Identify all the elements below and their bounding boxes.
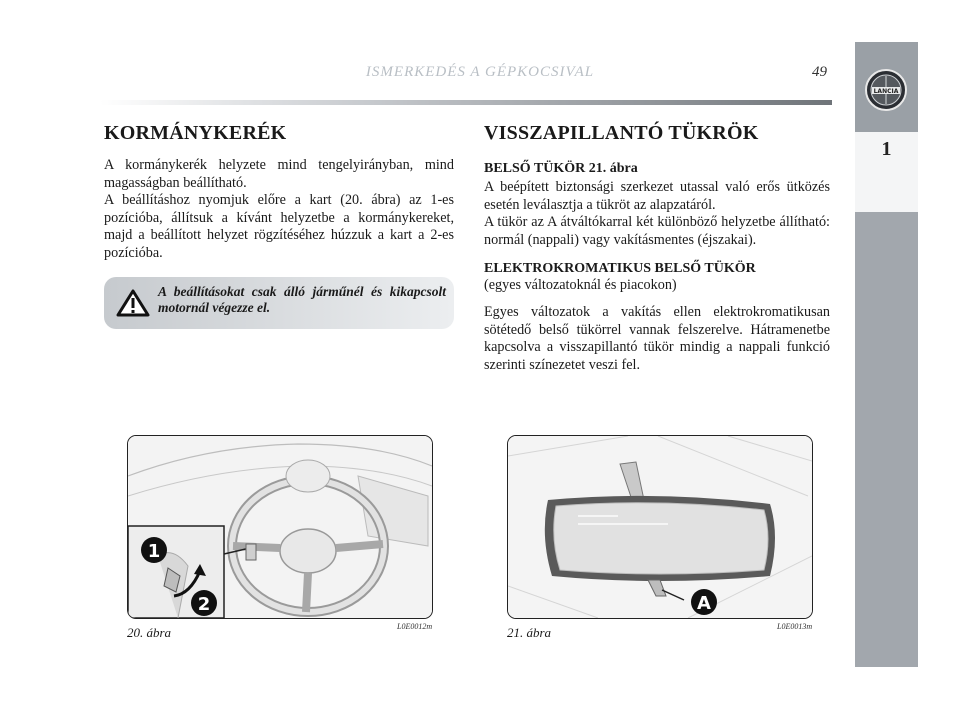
warning-box [104,277,454,329]
figure-20-code: L0E0012m [397,622,433,631]
chapter-sidebar [855,42,918,667]
lancia-logo-icon [864,66,908,114]
figure-interior-mirror [507,435,813,619]
section-title-mirrors: VISSZAPILLANTÓ TÜKRÖK [484,122,759,144]
callout-A-label: A [697,593,711,614]
callout-1-label: 1 [147,541,161,562]
electrochromic-subtitle: (egyes változatoknál és piacokon) [484,277,677,294]
figure-steering-wheel [127,435,433,619]
warning-triangle-icon [116,289,150,317]
steering-paragraph-1: A kormánykerék helyzete mind tengelyirányban, mind magasságban beállítható. [104,157,454,191]
header-rule [100,100,832,105]
steering-paragraph-2: A beállításhoz nyomjuk előre a kart (20. ábra) az 1-es pozícióba, állítsuk a kívánt helyzetbe a kormánykereket, majd a beállított helyzet rögzítéséhez húzzuk a kart a 2-es pozícióba. [104,192,454,261]
interior-mirror-heading: BELSŐ TÜKÖR 21. ábra [484,161,638,176]
page-number: 49 [812,64,827,80]
running-title: ISMERKEDÉS A GÉPKOCSIVAL [365,64,595,80]
chapter-number: 1 [881,138,892,160]
interior-mirror-illustration [508,436,812,618]
logo-text: LANCIA [873,88,899,95]
interior-mirror-paragraph-1: A beépített biztonsági szerkezet utassal való erős ütközés esetén leválasztja a tükröt az alapzatáról. [484,179,830,213]
right-column [484,122,830,374]
warning-text: A beállításokat csak álló járműnél és kikapcsolt motornál végezze el. [158,284,446,315]
figure-21-code: L0E0013m [777,622,813,631]
figure-21-caption: 21. ábra [507,625,552,640]
left-column [104,122,454,263]
interior-mirror-paragraph-2: A tükör az A átváltókarral két különböző helyzetbe állítható: normál (nappali) vagy vakításmentes (éjszakai). [484,214,830,248]
callout-2-label: 2 [197,594,211,615]
electrochromic-heading: ELEKTROKROMATIKUS BELSŐ TÜKÖR [484,261,756,277]
steering-wheel-illustration [128,436,432,618]
figure-20-caption: 20. ábra [127,625,172,640]
section-title-steering-wheel: KORMÁNYKERÉK [104,122,287,144]
electrochromic-paragraph: Egyes változatok a vakítás ellen elektrokromatikusan sötétedő belső tükörrel vannak felszerelve. Hátramenetbe kapcsolva a visszapillantó tükör mindig a nappali funkció szerinti színezetet veszi fel. [484,303,830,373]
